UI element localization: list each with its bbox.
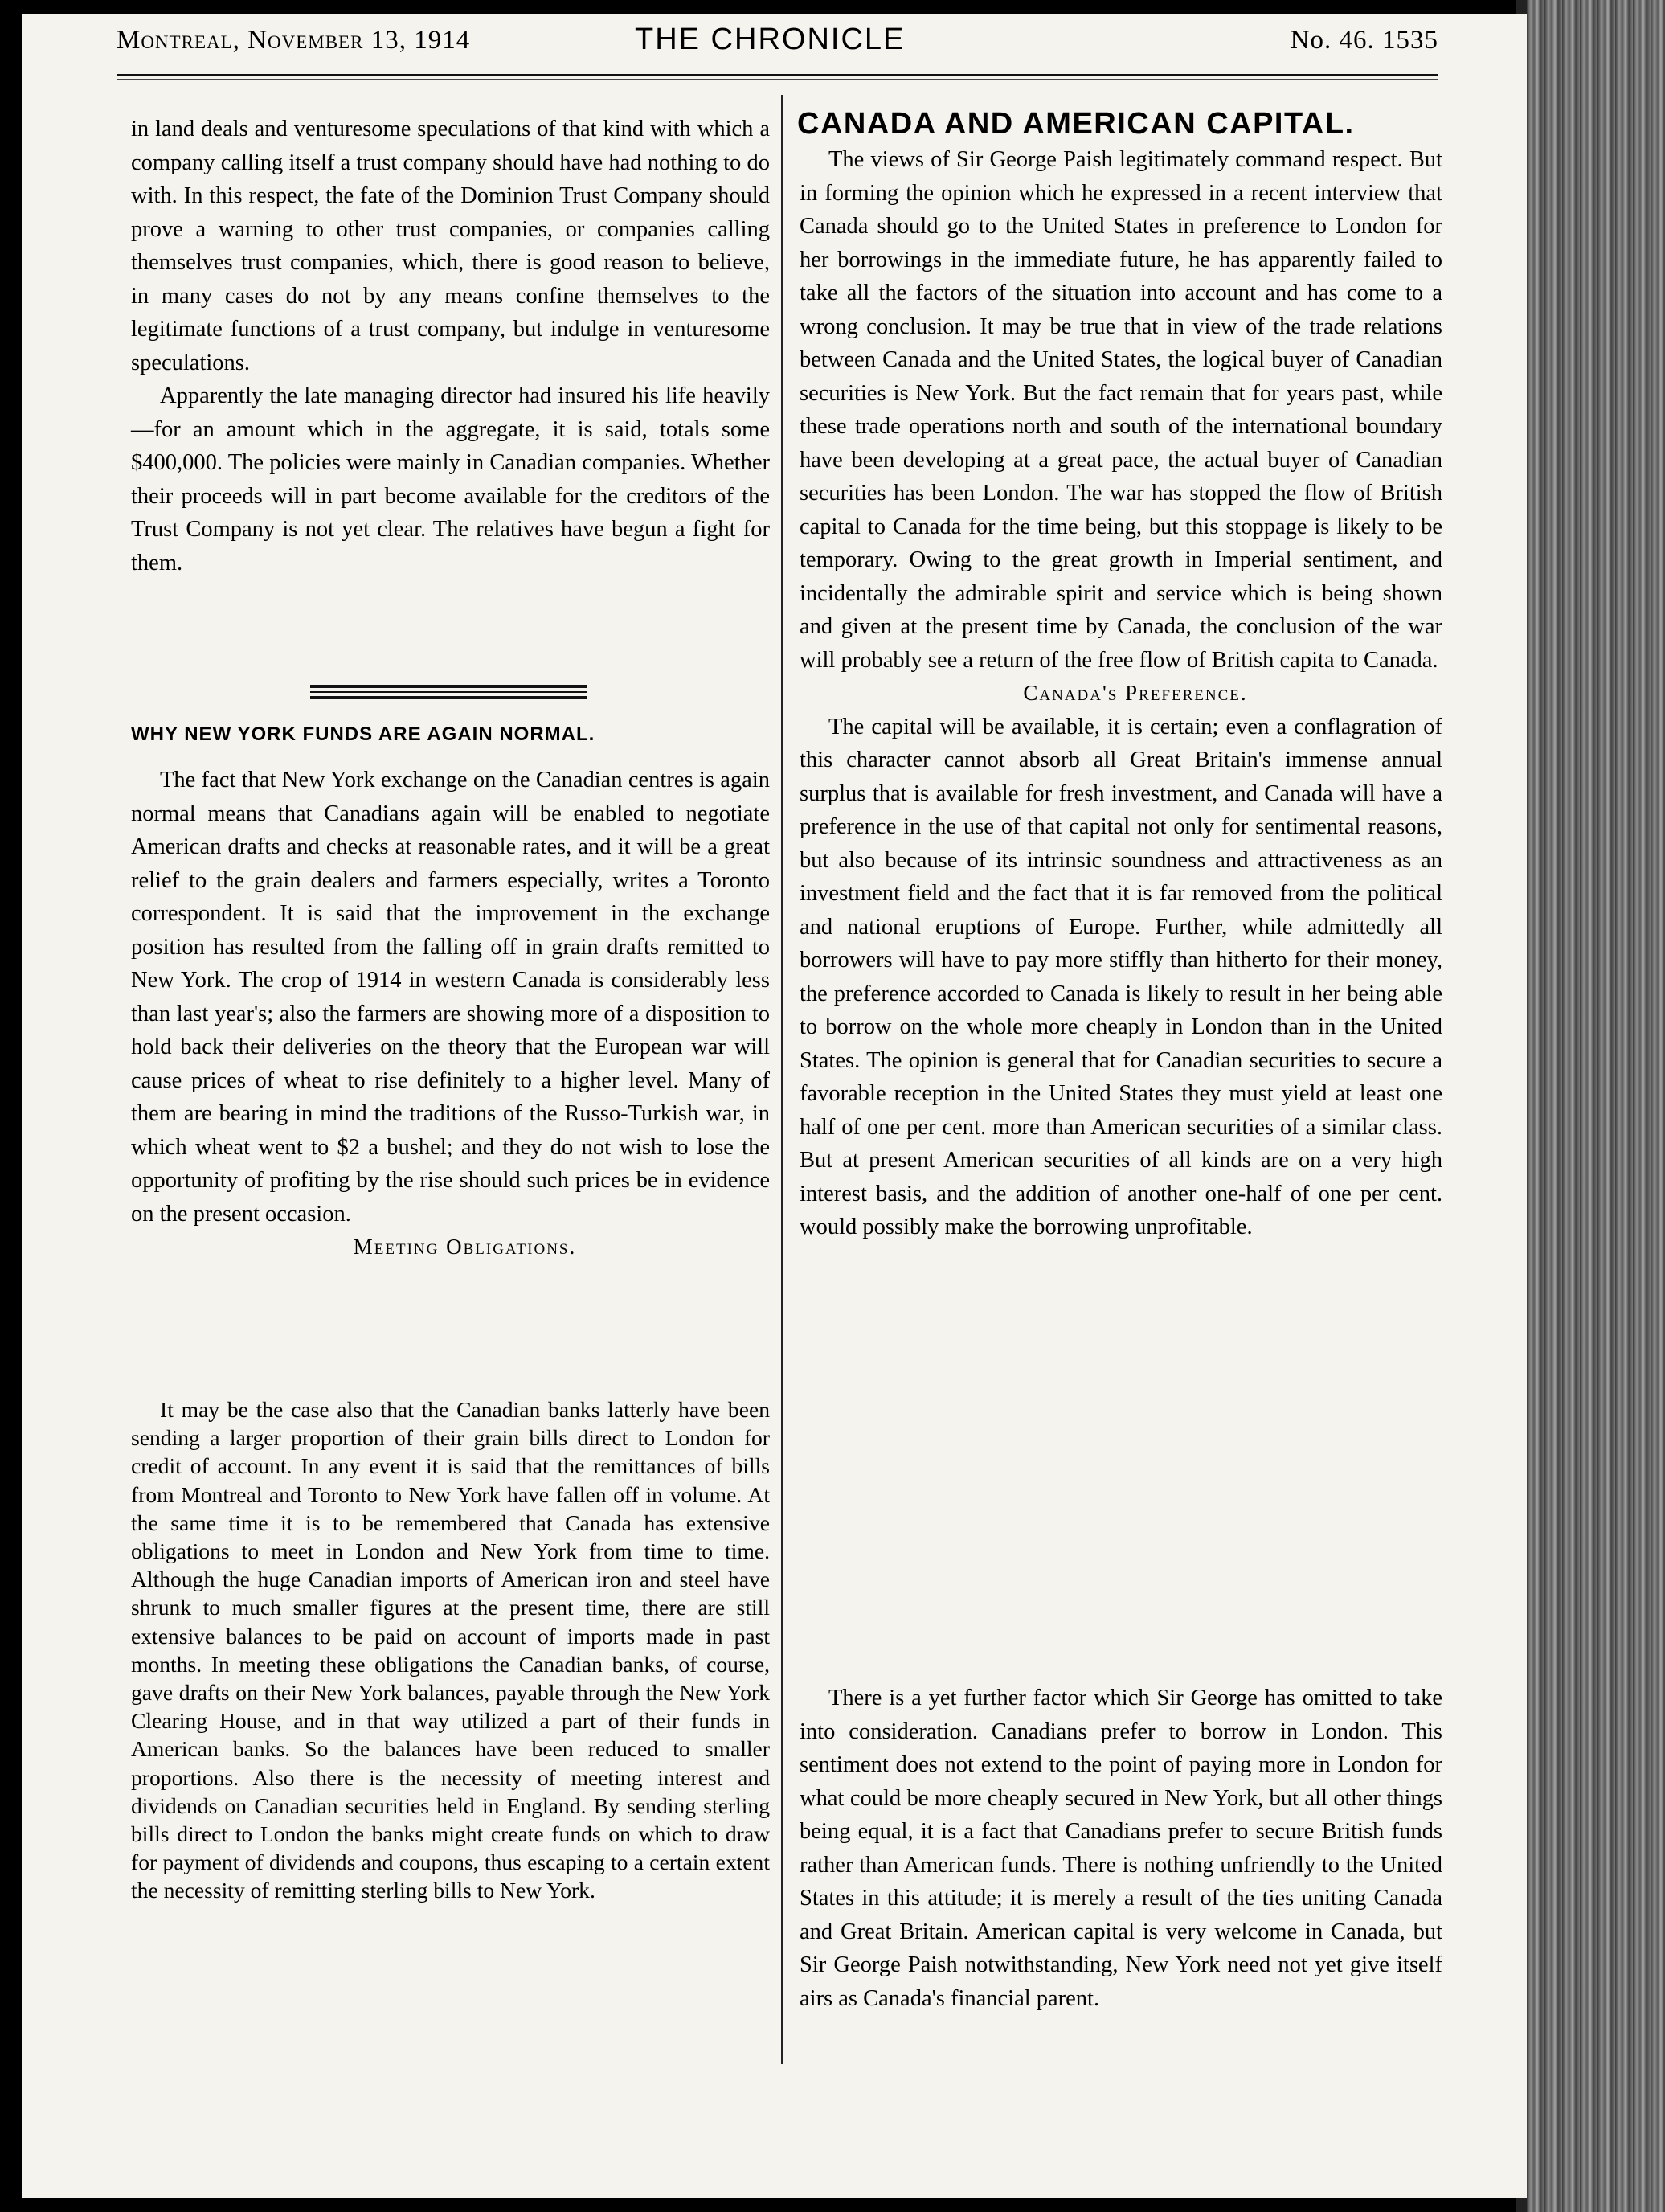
right-column-views	[800, 143, 1442, 1244]
header-rule-thin	[117, 79, 1438, 80]
section-title-new-york-funds: WHY NEW YORK FUNDS ARE AGAIN NORMAL.	[131, 723, 595, 745]
paragraph-preference: The capital will be available, it is certain; even a conflagration of this character cannot absorb all Great Britain's immense annual surplus that is available for fresh investment, and Canada will have a preference in the use of that capital not only for sentimental reasons, but also because of its intrinsic soundness and attractiveness as an investment field and the fact that it is far removed from the political and national eruptions of Europe. Further, while admittedly all borrowers will have to pay more stiffly than hitherto for their money, the preference accorded to Canada is likely to result in her being able to borrow on the whole more cheaply in London than in the United States. The opinion is general that for Canadian securities to secure a favorable reception in the United States they must yield at least one half of one per cent. more than American securities of a similar class. But at present American securities of all kinds are on a very high interest basis, and the addition of another one-half of one per cent. would possibly make the borrowing unprofitable.	[800, 714, 1442, 1239]
left-column-top	[131, 113, 770, 580]
article-title: CANADA AND AMERICAN CAPITAL.	[797, 107, 1355, 141]
book-spine	[1527, 0, 1665, 2212]
paragraph-funds: The fact that New York exchange on the Canadian centres is again normal means that Canadians again will be enabled to negotiate American drafts and checks at reasonable rates, and it will be a great relief to the grain dealers and farmers especially, writes a Toronto correspondent. It is said that the improvement in the exchange position has resulted from the falling off in grain drafts remitted to New York. The crop of 1914 in western Canada is considerably less than last year's; also the farmers are showing more of a disposition to hold back their deliveries on the theory that the European war will cause prices of wheat to rise definitely to a higher level. Many of them are bearing in mind the traditions of the Russo-Turkish war, in which wheat went to $2 a bushel; and they do not wish to lose the opportunity of profiting by the rise should such prices be in evidence on the present occasion.	[131, 768, 770, 1227]
header-rule	[117, 74, 1438, 76]
column-divider	[781, 95, 783, 2064]
section-divider-ornament	[310, 685, 587, 699]
paragraph-views: The views of Sir George Paish legitimately command respect. But in forming the opinion which he expressed in a recent interview that Canada should go to the United States in preference to London for her borrowings in the immediate future, he has apparently failed to take all the factors of the situation into account and has come to a wrong conclusion. It may be true that in view of the trade relations between Canada and the United States, the logical buyer of Canadian securities is New York. But the fact remain that for years past, while these trade operations north and south of the international boundary have been developing at a great pace, the actual buyer of Canadian securities has been London. The war has stopped the flow of British capital to Canada for the time being, but this stoppage is likely to be temporary. Owing to the great growth in Imperial sentiment, and incidentally the admirable spirit and service which is being shown and given at the present time by Canada, the conclusion of the war will probably see a return of the free flow of British capita to Canada.	[800, 147, 1442, 673]
subhead-canadas-preference: Canada's Preference.	[1023, 681, 1248, 705]
header-masthead: THE CHRONICLE	[635, 23, 906, 56]
left-column-meeting	[131, 1395, 770, 1905]
header-issue-number: No. 46. 1535	[1290, 26, 1438, 55]
paragraph-continuation: in land deals and venturesome speculations of that kind with which a company calling itself a trust company should have had nothing to do with. In this respect, the fate of the Dominion Trust Company should prove a warning to other trust companies, or companies calling themselves trust companies, which, there is good reason to believe, in many cases do not by any means confine themselves to the legitimate functions of a trust company, but indulge in venturesome speculations.	[131, 117, 770, 375]
header-dateline: Montreal, November 13, 1914	[117, 26, 471, 55]
subhead-meeting-obligations: Meeting Obligations.	[353, 1235, 577, 1259]
paragraph-further: There is a yet further factor which Sir George has omitted to take into consideration. Canadians prefer to borrow in London. This sentiment does not extend to the point of paying more in London for what could be more cheaply secured in New York, but all other things being equal, it is a fact that Canadians prefer to secure British funds rather than American funds. There is nothing unfriendly to the United States in this attitude; it is merely a result of the ties uniting Canada and Great Britain. American capital is very welcome in Canada, but Sir George Paish notwithstanding, New York need not yet give itself airs as Canada's financial parent.	[800, 1686, 1442, 2011]
paragraph-insurance: Apparently the late managing director had insured his life heavily—for an amount which in the aggregate, it is said, totals some $400,000. The policies were mainly in Canadian companies. Whether their proceeds will in part become available for the creditors of the Trust Company is not yet clear. The relatives have begun a fight for them.	[131, 383, 770, 576]
page-header	[117, 18, 1438, 71]
left-column-funds	[131, 764, 770, 1264]
right-column-further	[800, 1682, 1442, 2015]
paragraph-meeting: It may be the case also that the Canadian banks latterly have been sending a larger proportion of their grain bills direct to London for credit of account. In any event it is said that the remittances of bills from Montreal and Toronto to New York have fallen off in volume. At the same time it is to be remembered that Canada has extensive obligations to meet in London and New York from time to time. Although the huge Canadian imports of American iron and steel have shrunk to much smaller figures at the present time, there are still extensive balances to be paid on account of imports made in past months. In meeting these obligations the Canadian banks, of course, gave drafts on their New York balances, payable through the New York Clearing House, and in that way utilized a part of their funds in American banks. So the balances have been reduced to smaller proportions. Also there is the necessity of meeting interest and dividends on Canadian securities held in England. By sending sterling bills direct to London the banks might create funds on which to draw for payment of dividends and coupons, thus escaping to a certain extent the necessity of remitting sterling bills to New York.	[131, 1397, 770, 1903]
